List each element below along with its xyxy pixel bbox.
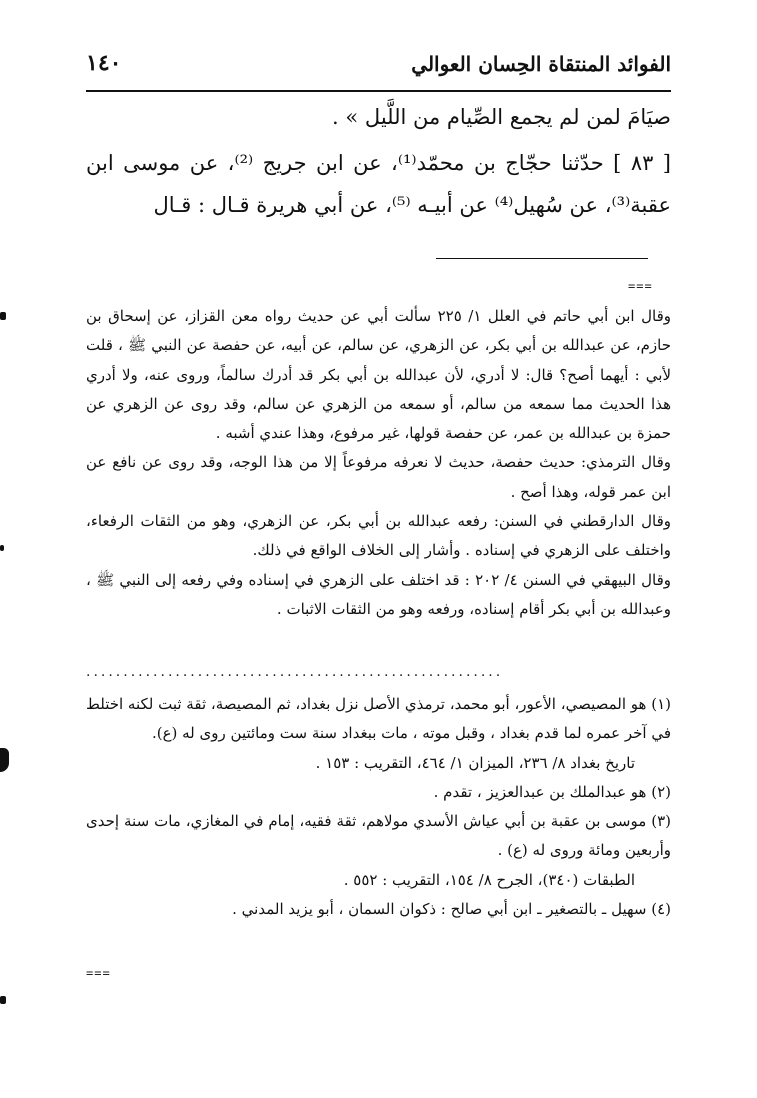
continuation-mark-bottom: === [86, 966, 111, 980]
hadith-83-paragraph: [ ٨٣ ] حدّثنا حجّاج بن محمّد⁽¹⁾، عن ابن جريج ⁽²⁾، عن موسى ابن عقبة⁽³⁾، عن سُهيل⁽⁴⁾ عن أبيـه ⁽⁵⁾، عن أبي هريرة قـال : قـال [86, 151, 671, 217]
commentary-paragraph: وقال البيهقي في السنن ٤/ ٢٠٢ : قد اختلف على الزهري في إسناده وفي رفعه إلى النبي ﷺ ، وعبدالله بن أبي بكر أقام إسناده، ورفعه وهو من الثقات الاثبات . [86, 570, 671, 618]
commentary-paragraph: وقال الترمذي: حديث حفصة، حديث لا نعرفه مرفوعاً إلا من هذا الوجه، وقد روى عن نافع عن ابن عمر قوله، وهذا أصح . [86, 453, 671, 501]
page-header [86, 50, 671, 92]
commentary-paragraph: وقال ابن أبي حاتم في العلل ١/ ٢٢٥ سألت أبي عن حديث رواه معن القزاز، عن إسحاق بن حازم، عن عبدالله بن أبي بكر، عن الزهري، عن سالم، عن أبيه، عن حفصة عن النبي ﷺ ، قلت لأبي : أيهما أصح؟ قال: لا أدري، لأن عبدالله بن أبي بكر قد أدرك سالماً، وروى عنه، ولا أدري هذا الحديث مما سمعه من سالم، أو سمعه من الزهري عن سالم، وقد روى عن الزهري عن حمزة بن عبدالله بن عمر، عن حفصة قولها، غير مرفوع، وهذا عندي أشبه . [86, 307, 671, 443]
footnote-1-sources: تاريخ بغداد ٨/ ٢٣٦، الميزان ١/ ٤٦٤، التقريب : ١٥٣ . [315, 753, 635, 772]
running-title: الفوائد المنتقاة الحِسان العوالي [411, 52, 671, 76]
scan-blot [0, 312, 6, 320]
continuation-mark-top: === [628, 279, 653, 293]
scan-blot [0, 996, 6, 1004]
footnote-4: (٤) سهيل ـ بالتصغير ـ ابن أبي صالح : ذكوان السمان ، أبو يزيد المدني . [232, 900, 671, 919]
footnote-separator-rule [436, 258, 648, 259]
main-line-1: صيَامَ لمن لم يجمع الصِّيام من اللَّيل » . [332, 105, 671, 129]
main-text [86, 96, 671, 226]
footnotes-block [86, 690, 671, 924]
commentary-block [86, 302, 671, 624]
footnote-2: (٢) هو عبدالملك بن عبدالعزيز ، تقدم . [433, 782, 671, 801]
scan-blot [0, 748, 9, 772]
commentary-paragraph: وقال الدارقطني في السنن: رفعه عبدالله بن أبي بكر، عن الزهري، وهو من الثقات الرفعاء، واختلف على الزهري في إسناده . وأشار إلى الخلاف الواقع في ذلك. [86, 512, 671, 560]
footnote-3: (٣) موسى بن عقبة بن أبي عياش الأسدي مولاهم، ثقة فقيه، إمام في المغازي، مات سنة إحدى وأربعين ومائة وروى له (ع) . [86, 812, 671, 860]
scan-blot [0, 545, 4, 551]
dotted-separator: ........................................................ [86, 664, 504, 680]
footnote-1: (١) هو المصيصي، الأعور، أبو محمد، ترمذي الأصل نزل بغداد، ثم المصيصة، ثقة ثبت لكنه اختلط في آخر عمره لما قدم بغداد ، وقبل موته ، مات ببغداد سنة ست ومائتين روى له (ع). [85, 695, 671, 743]
footnote-3-sources: الطبقات (٣٤٠)، الجرح ٨/ ١٥٤، التقريب : ٥٥٢ . [343, 870, 635, 889]
page-number: ١٤٠ [86, 50, 122, 76]
